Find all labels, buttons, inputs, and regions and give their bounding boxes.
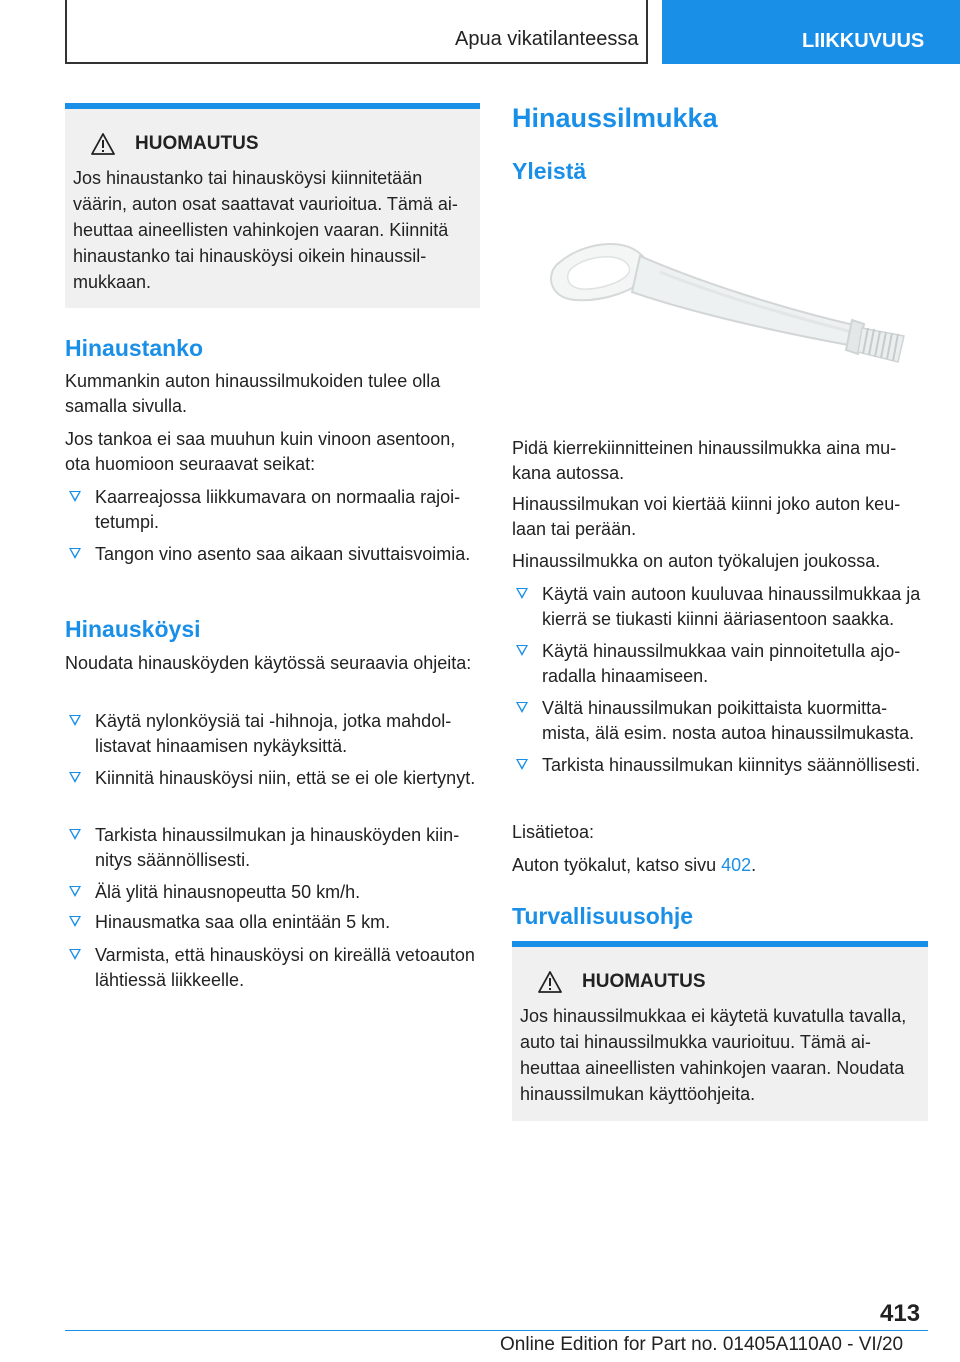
bullet-triangle-icon [516, 702, 528, 713]
list-item [65, 880, 480, 905]
paragraph: Kummankin auton hinaussilmukoiden tulee olla samalla sivulla. [65, 371, 441, 416]
notice-title-text: HUOMAUTUS [135, 133, 259, 154]
notice-title [73, 133, 470, 155]
bullet-triangle-icon [516, 645, 528, 656]
list-item [512, 753, 928, 778]
list-item-text: Käytä nylonköysiä tai -hihnoja, jotka mahdollistavat hinaamisen nykäyksittä. [95, 711, 452, 756]
list-item-text: Varmista, että hinausköysi on kireällä vetoauton lähtiessä liikkeelle. [95, 945, 475, 990]
more-info-text: Auton työkalut, katso sivu [512, 855, 722, 875]
bullet-triangle-icon [69, 829, 81, 840]
list-item-text: Tarkista hinaussilmukan ja hinausköyden kiinnitys säännöllisesti. [95, 825, 460, 870]
footer-divider [65, 1330, 928, 1331]
paragraph: Pidä kierrekiinnitteinen hinaussilmukka aina mukana autossa. [512, 438, 897, 483]
list-item [65, 542, 480, 567]
bullet-triangle-icon [516, 759, 528, 770]
paragraph: Jos tankoa ei saa muuhun kuin vinoon asentoon, ota huomioon seuraavat seikat: [65, 429, 456, 474]
notice-text: Jos hinaustanko tai hinausköysi kiinnitetään väärin, auton osat saattavat vaurioitua. Tämä aiheuttaa aineellisten vahinkojen vaaran. Kiinnitä hinaustanko tai hinausköysi oikein hinaussilmukkaan. [73, 168, 458, 292]
bullet-triangle-icon [69, 715, 81, 726]
heading-tow-rope: Hinausköysi [65, 616, 201, 642]
list-item-text: Vältä hinaussilmukan poikittaista kuormittamista, älä esim. nosta autoa hinaussilmukasta. [542, 698, 915, 743]
more-info-end: . [751, 855, 757, 875]
notice-box [65, 103, 480, 308]
heading-tow-bar: Hinaustanko [65, 335, 204, 361]
list-item-text: Kaarreajossa liikkumavara on normaalia rajoitetumpi. [95, 487, 461, 532]
bullet-triangle-icon [69, 548, 81, 559]
heading-general: Yleistä [512, 158, 587, 184]
list-item-text: Käytä vain autoon kuuluvaa hinaussilmukkaa ja kierrä se tiukasti kiinni ääriasentoon saakka. [542, 584, 921, 629]
notice-title [520, 971, 918, 993]
list-item [65, 943, 480, 993]
paragraph: Hinaussilmukka on auton työkalujen joukossa. [512, 551, 881, 571]
bullet-triangle-icon [69, 916, 81, 927]
notice-title-text: HUOMAUTUS [582, 971, 706, 992]
bullet-triangle-icon [69, 949, 81, 960]
list-item-text: Älä ylitä hinausnopeutta 50 km/h. [95, 882, 361, 902]
header-section-title: Apua vikatilanteessa [455, 28, 639, 50]
list-item-text: Hinausmatka saa olla enintään 5 km. [95, 912, 391, 932]
bullet-triangle-icon [516, 588, 528, 599]
list-item-text: Kiinnitä hinausköysi niin, että se ei ole kiertynyt. [95, 768, 476, 788]
heading-safety: Turvallisuusohje [512, 903, 694, 929]
footer-edition: Online Edition for Part no. 01405A110A0 - VI/20 [500, 1334, 904, 1355]
bullet-triangle-icon [69, 491, 81, 502]
bullet-triangle-icon [69, 772, 81, 783]
warning-icon [91, 133, 115, 155]
list-item [65, 766, 480, 791]
list-item [65, 485, 480, 535]
list-item [512, 639, 928, 689]
page-number: 413 [880, 1300, 921, 1327]
notice-text: Jos hinaussilmukkaa ei käytetä kuvatulla tavalla, auto tai hinaussilmukka vaurioituu. Tämä aiheuttaa aineellisten vahinkojen vaaran. Noudata hinaussilmukan käyttöohjeita. [520, 1006, 907, 1104]
list-item [65, 910, 480, 935]
list-item [65, 823, 480, 873]
more-info-line [512, 853, 928, 878]
header-chapter-tab[interactable]: LIIKKUVUUS [662, 0, 960, 64]
list-item [512, 582, 928, 632]
warning-icon [538, 971, 562, 993]
list-item-text: Käytä hinaussilmukkaa vain pinnoitetulla ajoradalla hinaamiseen. [542, 641, 901, 686]
list-item-text: Tarkista hinaussilmukan kiinnitys säännöllisesti. [542, 755, 921, 775]
tow-eye-illustration [540, 220, 920, 395]
more-info-label: Lisätietoa: [512, 822, 595, 842]
list-item [512, 696, 928, 746]
page-reference-link[interactable]: 402 [721, 855, 752, 875]
notice-box [512, 941, 928, 1121]
paragraph: Hinaussilmukan voi kiertää kiinni joko auton keulaan tai perään. [512, 494, 901, 539]
list-item [65, 709, 480, 759]
list-item-text: Tangon vino asento saa aikaan sivuttaisvoimia. [95, 544, 471, 564]
heading-tow-eye: Hinaussilmukka [512, 103, 718, 133]
bullet-triangle-icon [69, 886, 81, 897]
paragraph: Noudata hinausköyden käytössä seuraavia ohjeita: [65, 653, 472, 673]
